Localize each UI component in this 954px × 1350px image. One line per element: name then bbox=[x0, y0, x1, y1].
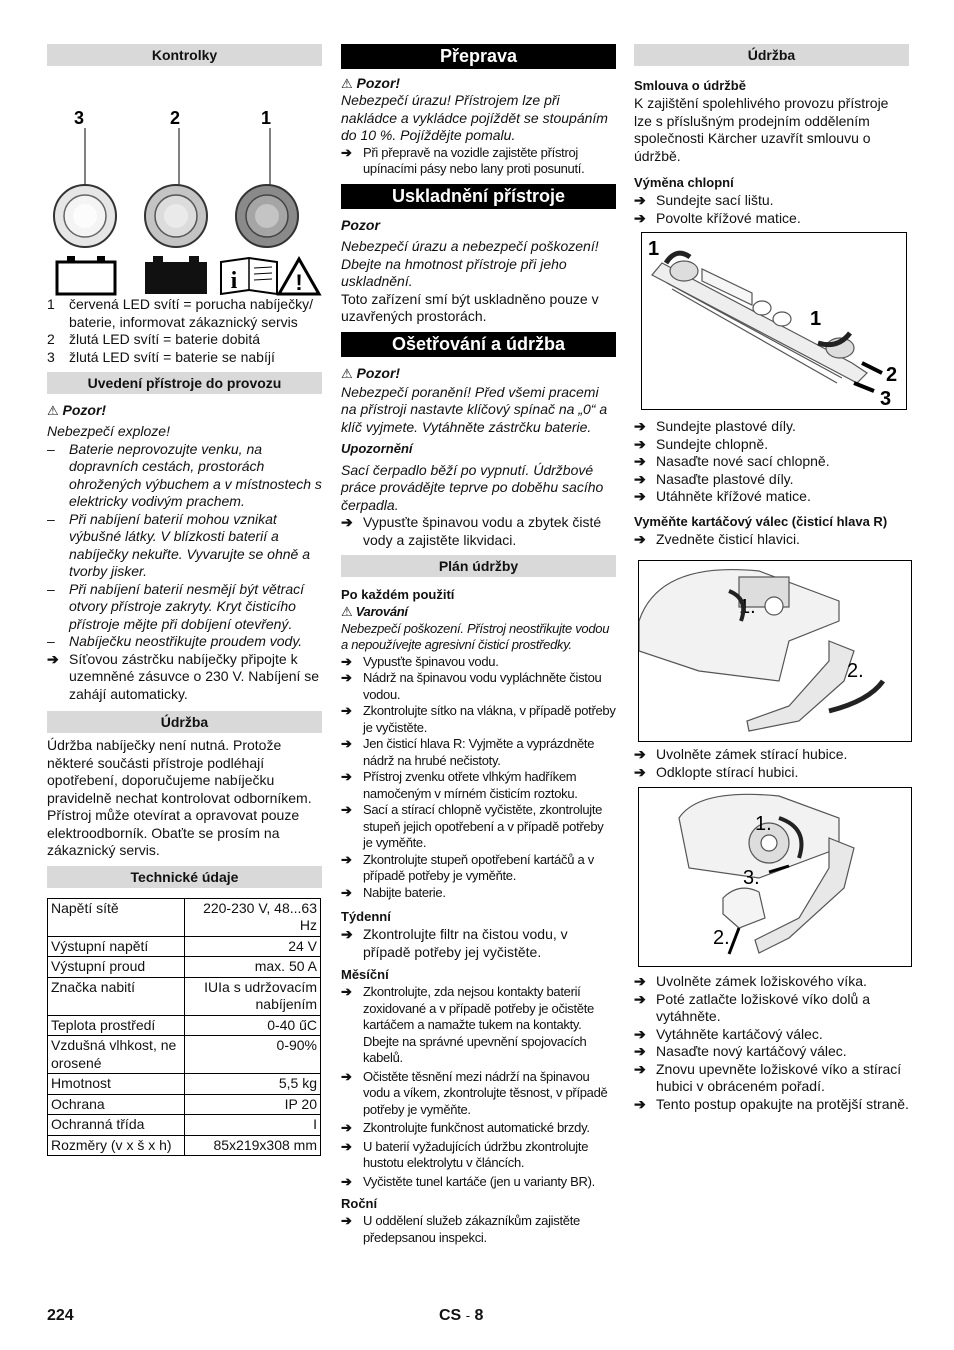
squeegee-bar-illustration bbox=[642, 233, 906, 409]
table-row: Výstupní napětí 24 V bbox=[48, 936, 321, 957]
maintenance-text: Údržba nabíječky není nutná. Protože některé součásti přístroje podléhají opotřebení, doporučujeme nabíječku pravidelně nechat kontrolovat odborníkem. Přístroj může otevírat a opravovat pouze elektroodborník. Obaťte se prosím na zákaznický servis. bbox=[47, 737, 312, 858]
arrow-right-icon: ➔ bbox=[341, 1213, 352, 1228]
svg-text:!: ! bbox=[295, 270, 303, 295]
list-item: ➔ Zvedněte čisticí hlavici. bbox=[634, 530, 800, 547]
list-item: ➔ Sundejte sací lištu. bbox=[634, 192, 774, 208]
subheading-tydenni: Týdenní bbox=[341, 909, 391, 924]
warning-triangle-icon: ⚠ bbox=[341, 604, 353, 619]
care-warning: Nebezpečí poranění! Před všemi pracemi na přístroji nastavte klíčový spínač na „0“ a klíč vyjmete. Vytáhněte zástrčku baterie. bbox=[341, 383, 608, 435]
subheading-smlouva: Smlouva o údržbě bbox=[634, 78, 746, 93]
list-item: ➔ Vypusťte špinavou vodu a zbytek čisté vody a zajistěte likvidaci. bbox=[341, 514, 602, 548]
led-num-1: 1 bbox=[260, 108, 272, 128]
list-item: ➔ Povolte křížové matice. bbox=[634, 209, 801, 226]
list-item: ➔ Sundejte chlopně. bbox=[634, 435, 769, 452]
storage-warning: Nebezpečí úrazu a nebezpečí poškození! Dbejte na hmotnost přístroje při jeho uskladnění. bbox=[341, 238, 599, 289]
arrow-right-icon: ➔ bbox=[634, 435, 646, 452]
arrow-right-icon: ➔ bbox=[634, 209, 646, 226]
list-item: ➔ U baterií vyžadujících údržbu zkontrolujte hustotu elektrolytu v článcích. bbox=[341, 1138, 589, 1170]
list-item: ➔ Vyčistěte tunel kartáče (jen u varianty BR). bbox=[341, 1173, 595, 1189]
led-3-icon bbox=[54, 185, 116, 247]
table-row: Ochrana IP 20 bbox=[48, 1094, 321, 1115]
subheading-valec: Vyměňte kartáčový válec (čisticí hlava R) bbox=[634, 513, 888, 529]
list-item: ➔ Jen čisticí hlava R: Vyjměte a vyprázdněte nádrž na hrubé nečistoty. bbox=[341, 736, 595, 768]
caution-label: ⚠ Pozor! bbox=[341, 364, 401, 381]
column-middle bbox=[341, 44, 616, 1246]
table-row: Rozměry (v x š x h) 85x219x308 mm bbox=[48, 1135, 321, 1156]
fig2-label-1: 1. bbox=[739, 596, 756, 618]
arrow-right-icon: ➔ bbox=[634, 1043, 646, 1059]
list-item: ➔ Nabijte baterie. bbox=[341, 884, 446, 900]
list-item: – Baterie neprovozujte venku, na dopravních cestách, prostorách ohrožených výbuchem a v místnostech s elektricky vodivým prachem. bbox=[47, 440, 322, 509]
list-item: ➔ Uvolněte zámek ložiskového víka. bbox=[634, 973, 867, 989]
list-item: ➔ Zkontrolujte sítko na vlákna, v případě potřeby je vyčistěte. bbox=[341, 703, 616, 735]
figure-squeegee-bar bbox=[641, 232, 907, 410]
list-item: ➔ Nádrž na špinavou vodu vypláchněte čistou vodou. bbox=[341, 670, 602, 702]
language-page-indicator: CS - 8 bbox=[439, 1307, 484, 1324]
table-row: Hmotnost 5,5 kg bbox=[48, 1074, 321, 1095]
arrow-right-icon: ➔ bbox=[341, 769, 352, 784]
arrow-right-icon: ➔ bbox=[634, 1025, 646, 1042]
led-legend-list bbox=[47, 296, 322, 366]
section-header-plan: Plán údržby bbox=[341, 555, 616, 577]
arrow-right-icon: ➔ bbox=[634, 530, 646, 547]
list-item: 3 žlutá LED svítí = baterie se nabíjí bbox=[47, 348, 275, 365]
fig1-label-1a: 1 bbox=[648, 238, 660, 260]
arrow-right-icon: ➔ bbox=[634, 1095, 646, 1112]
table-row: Výstupní proud max. 50 A bbox=[48, 957, 321, 978]
arrow-right-icon: ➔ bbox=[47, 650, 59, 667]
arrow-right-icon: ➔ bbox=[634, 488, 646, 504]
warning-triangle-icon: ⚠ bbox=[341, 365, 353, 381]
table-row: Teplota prostředí 0-40 űC bbox=[48, 1015, 321, 1036]
arrow-right-icon: ➔ bbox=[341, 514, 353, 530]
arrow-right-icon: ➔ bbox=[341, 703, 352, 718]
fig1-label-3: 3 bbox=[880, 388, 892, 409]
arrow-right-icon: ➔ bbox=[341, 1120, 352, 1135]
arrow-right-icon: ➔ bbox=[634, 746, 646, 762]
arrow-right-icon: ➔ bbox=[341, 802, 352, 817]
status-icons-row bbox=[47, 256, 322, 296]
figure-bearing-cover bbox=[638, 787, 912, 967]
table-row: Vzdušná vlhkost, ne orosené 0-90% bbox=[48, 1036, 321, 1074]
led-num-3: 3 bbox=[73, 108, 85, 128]
list-item: 2 žlutá LED svítí = baterie dobitá bbox=[47, 331, 261, 347]
list-item: ➔ Znovu upevněte ložiskové víko a stírací hubici v obráceném pořadí. bbox=[634, 1060, 902, 1094]
fig3-label-2: 2. bbox=[713, 927, 730, 949]
section-header-osetrovani: Ošetřování a údržba bbox=[341, 332, 616, 357]
section-header-kontrolky: Kontrolky bbox=[47, 44, 322, 66]
list-item: ➔ Zkontrolujte, zda nejsou kontakty baterií zoxidované a v případě potřeby je očistěte kartáčem a namažte tukem na kontakty. Dbejte na správné upevnění spojovacích kabelů. bbox=[341, 984, 594, 1065]
list-item: ➔ Nasaďte nový kartáčový válec. bbox=[634, 1043, 847, 1059]
tech-data-table bbox=[47, 898, 321, 1157]
arrow-right-icon: ➔ bbox=[634, 418, 646, 434]
warning-triangle-icon: ⚠ bbox=[47, 403, 59, 418]
list-item: 1 červená LED svítí = porucha nabíječky/ baterie, informovat zákaznický servis bbox=[47, 296, 313, 330]
manual-info-icon bbox=[221, 258, 277, 294]
fig1-label-1b: 1 bbox=[810, 308, 822, 330]
list-item: ➔ U oddělení služeb zákazníkům zajistěte předepsanou inspekci. bbox=[341, 1213, 580, 1245]
led-indicators-illustration bbox=[47, 70, 322, 260]
arrow-right-icon: ➔ bbox=[341, 984, 352, 999]
column-left bbox=[47, 44, 322, 1156]
list-item: ➔ Zkontrolujte funkčnost automatické brzdy. bbox=[341, 1120, 590, 1135]
list-item: – Při nabíjení baterií nesmějí být větrací otvory přístroje zakryty. Kryt čisticího přístroje mějte při dobíjení otevřený. bbox=[47, 580, 304, 632]
arrow-right-icon: ➔ bbox=[341, 736, 352, 751]
list-item: ➔ Očistěte těsnění mezi nádrží na špinavou vodu a víkem, zkontrolujte těsnost, v případě potřeby je vyměňte. bbox=[341, 1068, 608, 1117]
arrow-right-icon: ➔ bbox=[634, 990, 646, 1007]
arrow-right-icon: ➔ bbox=[341, 1138, 352, 1154]
fig3-label-1: 1. bbox=[755, 813, 772, 835]
table-row: Ochranná třída I bbox=[48, 1115, 321, 1136]
transport-warning: Nebezpečí úrazu! Přístrojem lze při nakládce a vykládce pojíždět se stoupáním do 10 %. Pojíždějte pomalu. bbox=[341, 92, 608, 143]
list-item: ➔ Utáhněte křížové matice. bbox=[634, 488, 811, 504]
warning-triangle-icon: ⚠ bbox=[341, 76, 353, 91]
list-item: ➔ Sací a stírací chlopně vyčistěte, zkontrolujte stupeň jejich opotřebení a v případě potřeby je vyměňte. bbox=[341, 802, 604, 850]
caution-label: ⚠ Pozor! bbox=[47, 402, 107, 418]
section-header-preprava: Přeprava bbox=[341, 44, 616, 69]
battery-filled-icon bbox=[145, 256, 207, 294]
list-item: ➔ Síťovou zástrčku nabíječky připojte k uzemněné zásuvce o 230 V. Nabíjení se zahájí automaticky. bbox=[47, 650, 320, 702]
arrow-right-icon: ➔ bbox=[341, 1173, 352, 1189]
status-icons-illustration bbox=[47, 256, 322, 296]
list-item: ➔ Nasaďte nové sací chlopně. bbox=[634, 453, 830, 469]
arrow-right-icon bbox=[854, 383, 874, 391]
led-figure bbox=[47, 70, 322, 260]
led-num-2: 2 bbox=[169, 108, 181, 128]
arrow-down-icon bbox=[729, 928, 739, 954]
arrow-right-icon: ➔ bbox=[341, 926, 353, 942]
led-1-icon bbox=[236, 185, 298, 247]
list-item: ➔ Zkontrolujte filtr na čistou vodu, v případě potřeby jej vyčistěte. bbox=[341, 926, 568, 960]
section-header-udrzba: Údržba bbox=[47, 711, 322, 733]
subheading-po-kazdem: Po každém použití bbox=[341, 587, 455, 602]
fig2-label-2: 2. bbox=[847, 660, 864, 682]
list-item: – Nabíječku neostřikujte proudem vody. bbox=[47, 633, 303, 649]
page-number: 224 bbox=[47, 1307, 74, 1324]
list-item: ➔ Vytáhněte kartáčový válec. bbox=[634, 1025, 823, 1042]
list-item: ➔ Poté zatlačte ložiskové víko dolů a vytáhněte. bbox=[634, 990, 871, 1024]
section-header-udrzba-right: Údržba bbox=[634, 44, 909, 66]
note-text: Sací čerpadlo běží po vypnutí. Údržbové práce provádějte teprve po doběhu sacího čerpadla. bbox=[341, 461, 604, 513]
arrow-right-icon: ➔ bbox=[341, 851, 352, 867]
section-header-uvedeni: Uvedení přístroje do provozu bbox=[47, 372, 322, 394]
list-item: ➔ Zkontrolujte stupeň opotřebení kartáčů a v případě potřeby je vyměňte. bbox=[341, 851, 594, 883]
battery-outline-icon bbox=[57, 256, 115, 294]
figure-brush-head bbox=[638, 560, 912, 742]
bearing-cover-illustration bbox=[639, 788, 911, 966]
arrow-right-icon: ➔ bbox=[341, 884, 352, 900]
arrow-right-icon: ➔ bbox=[634, 1060, 646, 1077]
list-item: ➔ Sundejte plastové díly. bbox=[634, 418, 796, 434]
arrow-right-icon: ➔ bbox=[634, 763, 646, 780]
table-row: Značka nabití IUIa s udržovacím nabíjením bbox=[48, 977, 321, 1015]
list-item: – Při nabíjení baterií mohou vznikat výbušné látky. V blízkosti baterií a nabíječky nekuřte. Vyvarujte se ohně a tvorby jisker. bbox=[47, 510, 311, 579]
brush-head-illustration bbox=[639, 561, 911, 741]
subheading-mesicni: Měsíční bbox=[341, 967, 389, 982]
subheading-vymena: Výměna chlopní bbox=[634, 175, 734, 190]
caution-label: Pozor bbox=[341, 216, 380, 233]
arrow-right-icon: ➔ bbox=[634, 453, 646, 469]
arrow-right-icon: ➔ bbox=[341, 653, 352, 669]
arrow-right-icon: ➔ bbox=[341, 1068, 352, 1084]
section-header-uskladneni: Uskladnění přístroje bbox=[341, 184, 616, 209]
list-item: ➔ Tento postup opakujte na protější straně. bbox=[634, 1095, 909, 1112]
led-2-icon bbox=[145, 185, 207, 247]
section-header-technicke: Technické údaje bbox=[47, 866, 322, 888]
arrow-right-icon: ➔ bbox=[634, 470, 646, 487]
fig1-label-2: 2 bbox=[886, 364, 898, 386]
caution-label: ⚠ Pozor! bbox=[341, 75, 401, 91]
warning-triangle-icon bbox=[279, 259, 319, 295]
list-item: ➔ Odklopte stírací hubici. bbox=[634, 763, 799, 780]
table-row: Napětí sítě 220-230 V, 48...63 Hz bbox=[48, 898, 321, 936]
subheading-rocni: Roční bbox=[341, 1196, 378, 1211]
svg-text:i: i bbox=[230, 268, 238, 294]
storage-text: Toto zařízení smí být uskladněno pouze v uzavřených prostorách. bbox=[341, 290, 599, 324]
arrow-right-icon: ➔ bbox=[341, 670, 352, 685]
list-item: ➔ Při přepravě na vozidle zajistěte přístroj upínacími pásy nebo lany proti posunutí. bbox=[341, 144, 585, 176]
explosion-warning: Nebezpečí exploze! bbox=[47, 423, 170, 439]
column-right bbox=[634, 44, 909, 1113]
arrow-right-icon: ➔ bbox=[634, 973, 646, 989]
list-item: ➔ Nasaďte plastové díly. bbox=[634, 470, 794, 487]
list-item: ➔ Přístroj zvenku otřete vlhkým hadříkem namočeným v mírném čisticím roztoku. bbox=[341, 769, 578, 801]
contract-text: K zajištění spolehlivého provozu přístroje lze s příslušným prodejním oddělením společnosti Kärcher uzavřít smlouvu o údržbě. bbox=[634, 95, 889, 164]
list-item: ➔ Uvolněte zámek stírací hubice. bbox=[634, 746, 848, 762]
damage-warning: Nebezpečí poškození. Přístroj neostřikujte vodou a nepoužívejte agresivní čisticí prostředky. bbox=[341, 620, 610, 652]
warning-label: ⚠ Varování bbox=[341, 604, 408, 619]
list-item: ➔ Vypusťte špinavou vodu. bbox=[341, 653, 499, 669]
fig3-label-3: 3. bbox=[743, 867, 760, 889]
arrow-right-icon: ➔ bbox=[634, 192, 646, 208]
note-label: Upozornění bbox=[341, 441, 413, 456]
arrow-right-icon: ➔ bbox=[341, 144, 352, 160]
